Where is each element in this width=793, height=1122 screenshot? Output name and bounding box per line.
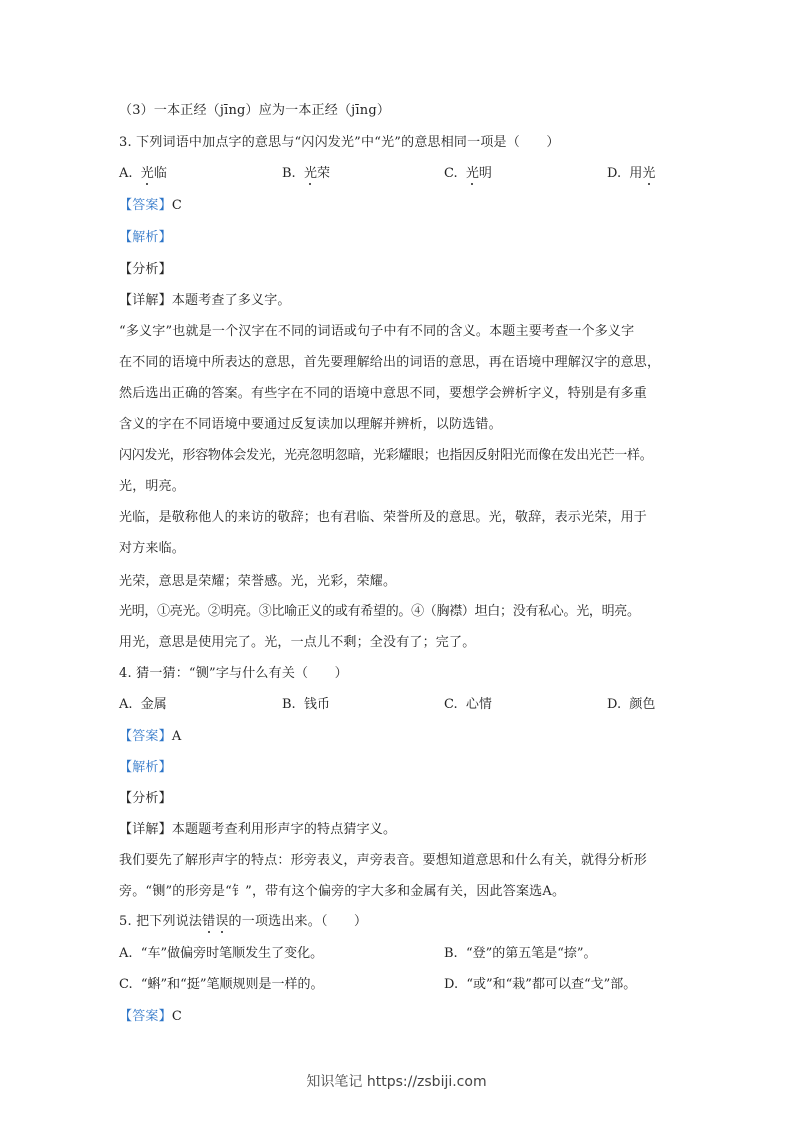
q3-option-c: C. 光明 [444,166,492,181]
q3-answer: 【答案】C [119,198,182,213]
q4-option-c: C. 心情 [444,697,492,712]
q4-answer: 【答案】A [119,729,182,744]
text-line: 旁。“铡”的形旁是“钅”，带有这个偏旁的字大多和金属有关，因此答案选A。 [119,884,566,899]
text-line: “多义字”也就是一个汉字在不同的词语或句子中有不同的含义。本题主要考查一个多义字 [119,324,635,339]
q3-xiangjie: 【详解】本题考查了多义字。 [119,293,291,308]
text-line: （3）一本正经（jīng）应为一本正经（jīng） [119,103,391,118]
q4-xiangjie: 【详解】本题题考查利用形声字的特点猜字义。 [119,822,397,837]
q4-fenxi-label: 【分析】 [119,791,172,806]
question-5: 5. 把下列说法错误的一项选出来。（ ） [119,914,368,929]
question-3: 3. 下列词语中加点字的意思与“闪闪发光”中“光”的意思相同一项是（ ） [119,135,560,150]
text-line: 光明，①亮光。②明亮。③比喻正义的或有希望的。④（胸襟）坦白；没有私心。光，明亮。 [119,604,640,619]
q5-option-b: B. “登”的第五笔是“捺”。 [444,946,597,961]
footer-watermark: 知识笔记 https://zsbiji.com [306,1074,487,1090]
text-line: 然后选出正确的答案。有些字在不同的语境中意思不同，要想学会辨析字义，特别是有多重 [119,386,648,401]
text-line: 光临，是敬称他人的来访的敬辞；也有君临、荣誉所及的意思。光，敬辞，表示光荣，用于 [119,510,648,525]
text-line: 对方来临。 [119,541,186,556]
q5-answer: 【答案】C [119,1009,182,1024]
text-line: 在不同的语境中所表达的意思，首先要理解给出的词语的意思，再在语境中理解汉字的意思， [119,355,661,370]
q4-option-b: B. 钱币 [282,697,330,712]
text-line: 含义的字在不同语境中要通过反复读加以理解并辨析，以防选错。 [119,417,502,432]
q5-option-d: D. “或”和“栽”都可以查“戈”部。 [444,977,637,992]
q3-option-b: B. 光荣 [282,166,330,181]
q3-fenxi-label: 【分析】 [119,262,172,277]
text-line: 光荣，意思是荣耀；荣誉感。光，光彩，荣耀。 [119,574,397,589]
q3-option-d: D. 用光 [607,166,656,181]
q3-jiexi-label: 【解析】 [119,230,172,245]
text-line: 光，明亮。 [119,479,186,494]
q4-option-a: A. 金属 [119,697,167,712]
text-line: 用光，意思是使用完了。光，一点儿不剩；全没有了；完了。 [119,635,476,650]
text-line: 闪闪发光，形容物体会发光，光亮忽明忽暗，光彩耀眼；也指因反射阳光而像在发出光芒一样。 [119,448,653,463]
question-4: 4. 猜一猜：“铡”字与什么有关（ ） [119,666,348,681]
q4-option-d: D. 颜色 [607,697,656,712]
q4-jiexi-label: 【解析】 [119,760,172,775]
q5-option-c: C. “蝌”和“挺”笔顺规则是一样的。 [119,977,324,992]
q3-option-a: A. 光临 [119,166,167,181]
q5-option-a: A. “车”做偏旁时笔顺发生了变化。 [119,946,324,961]
text-line: 我们要先了解形声字的特点：形旁表义，声旁表音。要想知道意思和什么有关，就得分析形 [119,853,648,868]
